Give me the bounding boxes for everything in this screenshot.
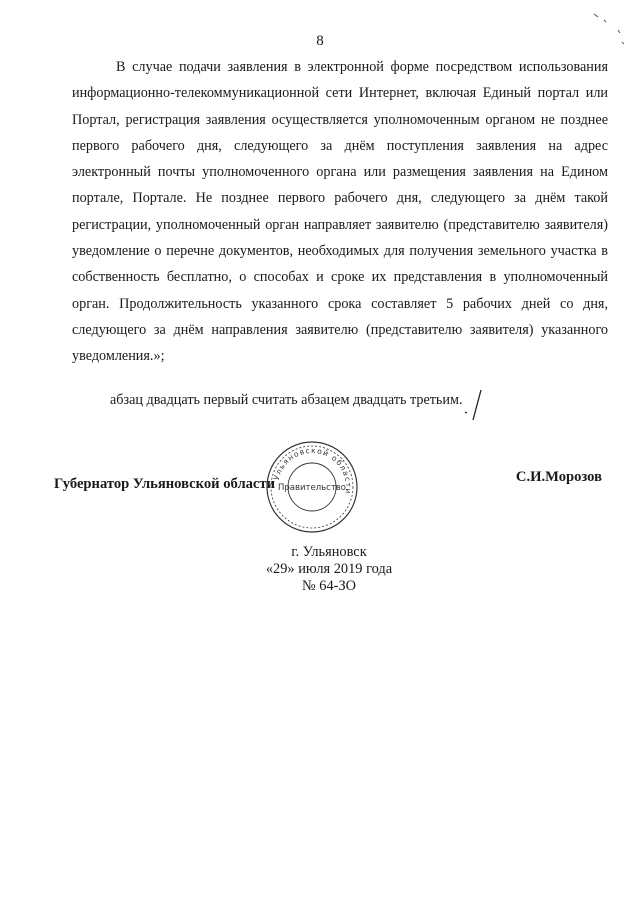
final-paragraph: абзац двадцать первый считать абзацем двадцать третьим.	[110, 392, 463, 408]
issuance-city: г. Ульяновск	[291, 544, 367, 560]
seal-center-text: Правительство	[278, 483, 346, 493]
governor-title: Губернатор Ульяновской области	[54, 476, 275, 492]
scan-speck-top-right	[590, 8, 630, 48]
official-seal	[265, 440, 359, 534]
issuance-details	[0, 544, 640, 595]
issuance-date: «29» июля 2019 года	[265, 561, 393, 577]
page-number: 8	[316, 33, 324, 49]
seal-ring-text: Ульяновской области	[271, 445, 354, 496]
handwritten-signature-mark	[455, 386, 495, 426]
governor-name: С.И.Морозов	[515, 469, 602, 485]
document-body	[72, 54, 608, 370]
law-number: № 64-ЗО	[301, 578, 357, 594]
main-paragraph: В случае подачи заявления в электронной форме посредством использования информационно-телекоммуникационной сети Интернет, включая Единый портал или Портал, регистрация заявления осуществляется уполномоченным органом не позднее первого рабочего дня, следующего за днём поступления заявления на адрес электронный почты уполномоченного органа или размещения заявления на Едином портале, Портале. Не позднее первого рабочего дня, следующего за днём такой регистрации, уполномоченный орган направляет заявителю (представителю заявителя) уведомление о перечне документов, необходимых для получения земельного участка в собственность бесплатно, о способах и сроке их представления в уполномоченный орган. Продолжительность указанного срока составляет 5 рабочих дней со дня, следующего за днём направления заявителю (представителю заявителя) указанного уведомления.»;	[72, 59, 608, 365]
